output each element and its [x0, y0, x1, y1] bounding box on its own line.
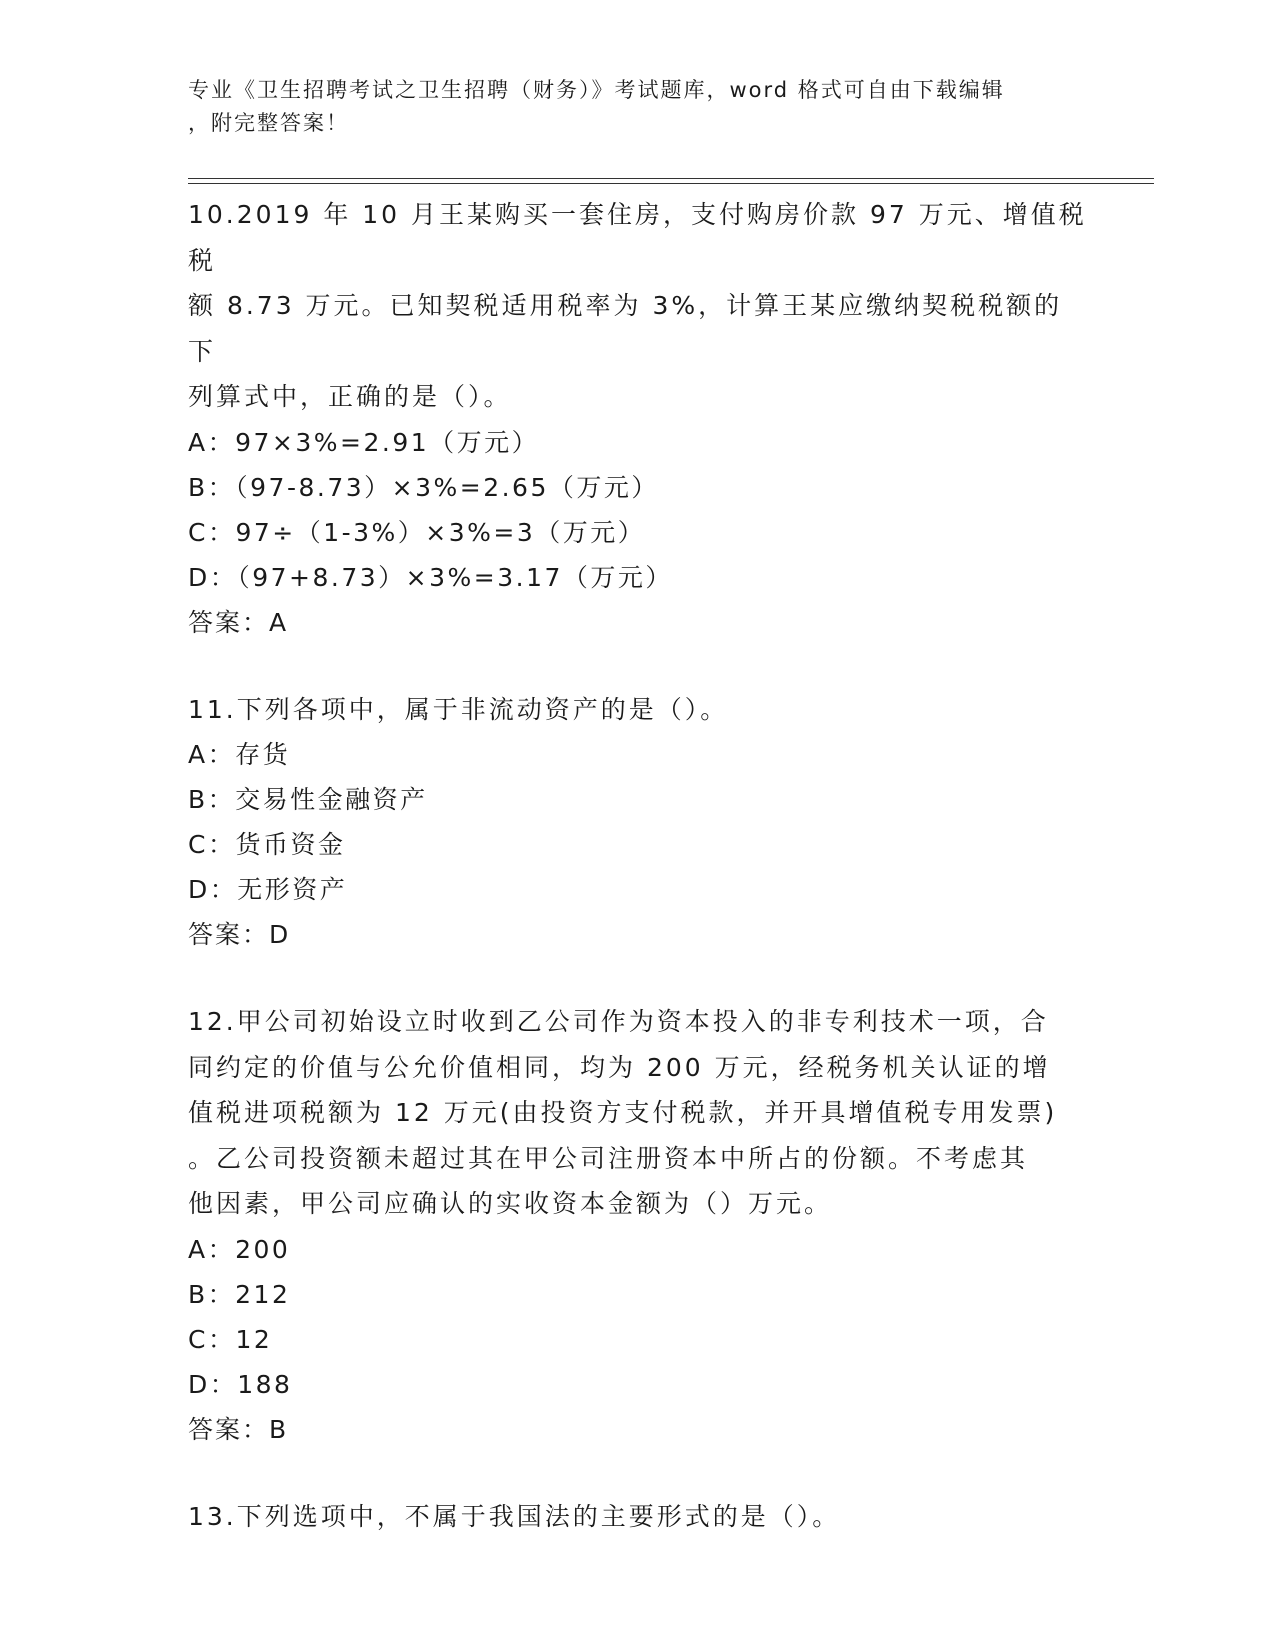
answer: 答案：D: [188, 920, 291, 949]
page-header: 专业《卫生招聘考试之卫生招聘（财务）》考试题库，word 格式可自由下载编辑 ，附完整答案！: [188, 78, 1005, 135]
option-c: C：12: [188, 1324, 273, 1354]
option-b: B：（97-8.73）×3%=2.65（万元）: [188, 472, 659, 502]
answer: 答案：A: [188, 607, 289, 637]
question-13: [188, 1494, 1088, 1540]
question-10: [188, 192, 1088, 645]
option-d: D：无形资产: [188, 875, 348, 904]
option-a: A：200: [188, 1234, 291, 1264]
spacer: [188, 1452, 1088, 1494]
question-list: [188, 192, 1088, 1539]
option-d: D：（97+8.73）×3%=3.17（万元）: [188, 562, 673, 592]
answer: 答案：B: [188, 1414, 289, 1444]
option-a: A：97×3%=2.91（万元）: [188, 427, 540, 457]
question-stem: 12.甲公司初始设立时收到乙公司作为资本投入的非专利技术一项，合 同约定的价值与公允价值相同，均为 200 万元，经税务机关认证的增 值税进项税额为 12 万元(由投资方支付税款，并开具增值税专用发票) 。乙公司投资额未超过其在甲公司注册资本中所占的份额。不考虑其 他因素，甲公司应确认的实收资本金额为（）万元。: [188, 1007, 1058, 1218]
option-b: B：交易性金融资产: [188, 785, 428, 814]
question-stem: 11.下列各项中，属于非流动资产的是（）。: [188, 694, 729, 724]
option-c: C：97÷（1-3%）×3%=3（万元）: [188, 517, 646, 547]
spacer: [188, 957, 1088, 999]
option-c: C：货币资金: [188, 830, 346, 859]
option-b: B：212: [188, 1279, 291, 1309]
question-12: [188, 999, 1088, 1452]
question-stem: 10.2019 年 10 月王某购买一套住房，支付购房价款 97 万元、增值税税 额 8.73 万元。已知契税适用税率为 3%，计算王某应缴纳契税税额的下 列算式中，正确的是（）。: [188, 200, 1087, 411]
spacer: [188, 645, 1088, 687]
question-11: [188, 687, 1088, 958]
question-stem: 13.下列选项中，不属于我国法的主要形式的是（）。: [188, 1501, 841, 1531]
option-d: D：188: [188, 1369, 293, 1399]
header-divider-top: [188, 178, 1154, 179]
option-a: A：存货: [188, 740, 291, 769]
header-divider-bottom: [188, 183, 1154, 184]
